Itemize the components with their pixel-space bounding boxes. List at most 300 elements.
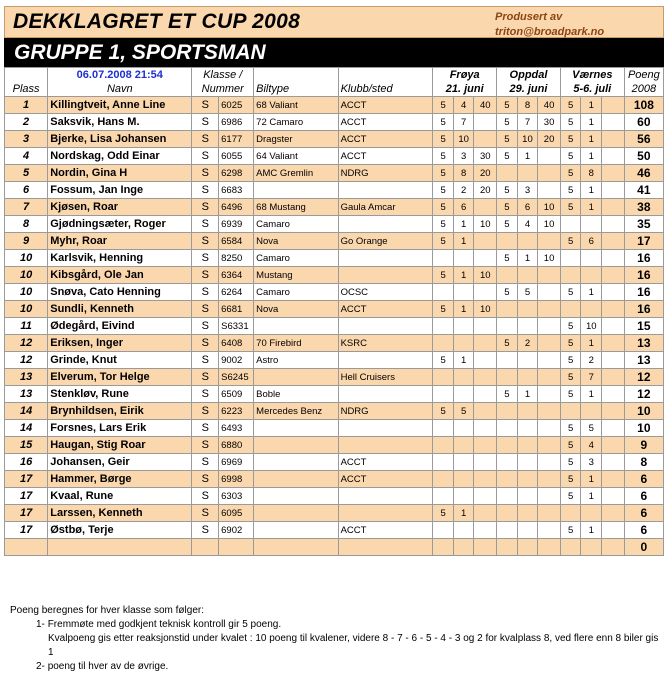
name-cell: Larssen, Kenneth xyxy=(48,505,192,522)
event-points-cell xyxy=(538,267,561,284)
number-cell: 6998 xyxy=(219,471,254,488)
plass-cell: 4 xyxy=(5,148,48,165)
event-points-cell xyxy=(602,199,625,216)
number-cell xyxy=(219,539,254,556)
event-points-cell xyxy=(602,114,625,131)
name-cell: Brynhildsen, Eirik xyxy=(48,403,192,420)
footer-item-2-num: 2- xyxy=(36,661,45,672)
cartype-cell: Mercedes Benz xyxy=(254,403,338,420)
event-points-cell xyxy=(474,284,497,301)
table-row xyxy=(5,148,664,165)
club-cell xyxy=(338,386,433,403)
club-cell: OCSC xyxy=(338,284,433,301)
name-cell: Nordskag, Odd Einar xyxy=(48,148,192,165)
name-cell: Eriksen, Inger xyxy=(48,335,192,352)
event-points-cell: 5 xyxy=(433,165,454,182)
event-points-cell xyxy=(560,301,581,318)
event-points-cell xyxy=(474,505,497,522)
plass-cell: 12 xyxy=(5,335,48,352)
event-points-cell xyxy=(453,522,474,539)
event-points-cell xyxy=(581,267,602,284)
number-cell: 6408 xyxy=(219,335,254,352)
event-points-cell: 7 xyxy=(517,114,538,131)
footer-item-2-text: poeng til hver av de øvrige. xyxy=(47,661,169,672)
number-cell: 6681 xyxy=(219,301,254,318)
club-cell xyxy=(338,437,433,454)
club-cell xyxy=(338,182,433,199)
event-points-cell xyxy=(497,420,518,437)
number-cell: 6095 xyxy=(219,505,254,522)
cartype-cell: AMC Gremlin xyxy=(254,165,338,182)
event-points-cell xyxy=(517,539,538,556)
class-cell: S xyxy=(192,216,219,233)
event-points-cell: 10 xyxy=(474,301,497,318)
event-points-cell xyxy=(602,131,625,148)
club-cell: ACCT xyxy=(338,114,433,131)
event-points-cell xyxy=(453,471,474,488)
club-cell: Go Orange xyxy=(338,233,433,250)
cartype-cell: 68 Valiant xyxy=(254,97,338,114)
event-points-cell: 1 xyxy=(453,267,474,284)
plass-cell: 16 xyxy=(5,454,48,471)
plass-cell: 17 xyxy=(5,471,48,488)
total-points-cell: 17 xyxy=(624,233,663,250)
event-points-cell xyxy=(474,488,497,505)
event-points-cell: 5 xyxy=(433,233,454,250)
plass-cell: 1 xyxy=(5,97,48,114)
event-points-cell: 6 xyxy=(453,199,474,216)
event-points-cell xyxy=(538,233,561,250)
event-points-cell xyxy=(602,369,625,386)
event-points-cell xyxy=(453,488,474,505)
club-cell xyxy=(338,505,433,522)
event-points-cell: 5 xyxy=(433,182,454,199)
class-cell: S xyxy=(192,131,219,148)
plass-cell: 7 xyxy=(5,199,48,216)
event-points-cell xyxy=(602,97,625,114)
footer-item-2 xyxy=(10,660,664,674)
plass-cell: 10 xyxy=(5,284,48,301)
table-row xyxy=(5,165,664,182)
event-points-cell: 5 xyxy=(497,216,518,233)
header-nummer: Nummer xyxy=(192,82,254,97)
total-points-cell: 46 xyxy=(624,165,663,182)
event-points-cell: 1 xyxy=(453,352,474,369)
event-points-cell xyxy=(538,369,561,386)
event-points-cell xyxy=(433,386,454,403)
number-cell: 6509 xyxy=(219,386,254,403)
total-points-cell: 108 xyxy=(624,97,663,114)
event-points-cell xyxy=(497,369,518,386)
event-points-cell xyxy=(602,335,625,352)
name-cell: Østbø, Terje xyxy=(48,522,192,539)
event-points-cell xyxy=(517,233,538,250)
cartype-cell: Camaro xyxy=(254,250,338,267)
event-points-cell xyxy=(453,420,474,437)
event-points-cell: 5 xyxy=(453,403,474,420)
club-cell: NDRG xyxy=(338,165,433,182)
plass-cell: 10 xyxy=(5,301,48,318)
event-points-cell: 2 xyxy=(453,182,474,199)
table-row xyxy=(5,369,664,386)
name-cell: Stenkløv, Rune xyxy=(48,386,192,403)
class-cell: S xyxy=(192,352,219,369)
name-cell: Elverum, Tor Helge xyxy=(48,369,192,386)
club-cell: NDRG xyxy=(338,403,433,420)
cartype-cell: 68 Mustang xyxy=(254,199,338,216)
event-points-cell: 5 xyxy=(560,386,581,403)
club-cell xyxy=(338,250,433,267)
total-points-cell: 10 xyxy=(624,403,663,420)
event-points-cell: 5 xyxy=(497,97,518,114)
class-cell xyxy=(192,539,219,556)
event-points-cell: 1 xyxy=(581,284,602,301)
event-points-cell: 4 xyxy=(517,216,538,233)
name-cell: Grinde, Knut xyxy=(48,352,192,369)
number-cell: 6584 xyxy=(219,233,254,250)
event-points-cell xyxy=(602,352,625,369)
footer-item-1-text: Fremmøte med godkjent teknisk kontroll gir 5 poeng. xyxy=(47,619,282,630)
event-points-cell xyxy=(560,505,581,522)
event-points-cell xyxy=(453,454,474,471)
footer-item-1-detail: Kvalpoeng gis etter reaksjonstid under kvalet : 10 poeng til kvalener, videre 8 - 7 - 6 - 5 - 4 - 3 og 2 for kvalplass 8, ved flere enn 8 biler gis 1 xyxy=(48,633,659,658)
event-points-cell: 20 xyxy=(474,165,497,182)
table-row xyxy=(5,403,664,420)
event-points-cell xyxy=(602,216,625,233)
plass-cell: 14 xyxy=(5,420,48,437)
club-cell: KSRC xyxy=(338,335,433,352)
event-points-cell xyxy=(538,318,561,335)
total-points-cell: 0 xyxy=(624,539,663,556)
table-row xyxy=(5,284,664,301)
number-cell: 6223 xyxy=(219,403,254,420)
name-cell: Kvaal, Rune xyxy=(48,488,192,505)
event-points-cell xyxy=(538,522,561,539)
event-points-cell xyxy=(538,539,561,556)
number-cell: 6986 xyxy=(219,114,254,131)
event-points-cell: 5 xyxy=(560,488,581,505)
cartype-cell: Mustang xyxy=(254,267,338,284)
name-cell: Snøva, Cato Henning xyxy=(48,284,192,301)
event-points-cell xyxy=(602,318,625,335)
cartype-cell: Camaro xyxy=(254,216,338,233)
club-cell: ACCT xyxy=(338,131,433,148)
header-navn: Navn xyxy=(48,82,192,97)
event-points-cell xyxy=(433,420,454,437)
event-points-cell: 20 xyxy=(474,182,497,199)
event-points-cell xyxy=(602,471,625,488)
event-points-cell: 7 xyxy=(581,369,602,386)
event-points-cell: 2 xyxy=(517,335,538,352)
total-points-cell: 15 xyxy=(624,318,663,335)
event-points-cell xyxy=(581,539,602,556)
event-points-cell xyxy=(433,522,454,539)
event-points-cell: 1 xyxy=(581,522,602,539)
event-points-cell xyxy=(538,488,561,505)
event-points-cell: 8 xyxy=(517,97,538,114)
event-points-cell: 2 xyxy=(581,352,602,369)
event-points-cell: 4 xyxy=(453,97,474,114)
event-points-cell xyxy=(474,403,497,420)
class-cell: S xyxy=(192,233,219,250)
event-points-cell xyxy=(602,454,625,471)
table-row xyxy=(5,352,664,369)
event-points-cell: 5 xyxy=(497,250,518,267)
club-cell xyxy=(338,420,433,437)
event-points-cell: 6 xyxy=(581,233,602,250)
table-row xyxy=(5,386,664,403)
table-row xyxy=(5,335,664,352)
club-cell: ACCT xyxy=(338,97,433,114)
name-cell: Karlsvik, Henning xyxy=(48,250,192,267)
table-row xyxy=(5,420,664,437)
number-cell: 6880 xyxy=(219,437,254,454)
plass-cell: 9 xyxy=(5,233,48,250)
class-cell: S xyxy=(192,114,219,131)
event-points-cell: 1 xyxy=(453,505,474,522)
cartype-cell: Astro xyxy=(254,352,338,369)
event-points-cell: 1 xyxy=(581,114,602,131)
event-points-cell xyxy=(560,539,581,556)
event-points-cell xyxy=(433,335,454,352)
event-points-cell xyxy=(453,539,474,556)
event-points-cell xyxy=(538,182,561,199)
event-points-cell: 1 xyxy=(453,216,474,233)
event-points-cell: 5 xyxy=(433,114,454,131)
event-points-cell xyxy=(433,539,454,556)
table-row xyxy=(5,522,664,539)
event-points-cell: 5 xyxy=(560,335,581,352)
club-cell: ACCT xyxy=(338,522,433,539)
footer-item-1-num: 1- xyxy=(36,619,45,630)
event-points-cell xyxy=(517,403,538,420)
event-points-cell xyxy=(538,420,561,437)
event-points-cell xyxy=(538,301,561,318)
class-cell: S xyxy=(192,437,219,454)
class-cell: S xyxy=(192,182,219,199)
event-points-cell: 3 xyxy=(581,454,602,471)
event-points-cell: 5 xyxy=(560,199,581,216)
event-points-cell xyxy=(497,505,518,522)
class-cell: S xyxy=(192,335,219,352)
event-points-cell: 5 xyxy=(433,403,454,420)
event-points-cell: 5 xyxy=(560,471,581,488)
event-points-cell xyxy=(474,369,497,386)
cartype-cell: 70 Firebird xyxy=(254,335,338,352)
event-points-cell xyxy=(474,437,497,454)
event-points-cell: 5 xyxy=(560,182,581,199)
event-points-cell xyxy=(497,437,518,454)
plass-cell: 13 xyxy=(5,369,48,386)
event-points-cell xyxy=(517,437,538,454)
table-row xyxy=(5,318,664,335)
plass-cell: 14 xyxy=(5,403,48,420)
cartype-cell xyxy=(254,369,338,386)
event-points-cell xyxy=(538,386,561,403)
event-points-cell xyxy=(517,301,538,318)
event-points-cell xyxy=(433,437,454,454)
event-points-cell xyxy=(538,165,561,182)
cartype-cell xyxy=(254,420,338,437)
name-cell: Gjødningsæter, Roger xyxy=(48,216,192,233)
class-cell: S xyxy=(192,267,219,284)
event-points-cell xyxy=(602,488,625,505)
event-points-cell xyxy=(602,284,625,301)
event-points-cell: 10 xyxy=(517,131,538,148)
event-points-cell xyxy=(497,165,518,182)
club-cell: Hell Cruisers xyxy=(338,369,433,386)
event-points-cell: 10 xyxy=(474,267,497,284)
club-cell xyxy=(338,318,433,335)
club-cell xyxy=(338,539,433,556)
event-points-cell: 5 xyxy=(433,97,454,114)
plass-cell: 10 xyxy=(5,250,48,267)
plass-cell: 2 xyxy=(5,114,48,131)
event-points-cell: 1 xyxy=(581,131,602,148)
footer-item-1 xyxy=(10,618,664,632)
event-points-cell xyxy=(497,454,518,471)
cartype-cell xyxy=(254,437,338,454)
event-points-cell xyxy=(497,352,518,369)
table-row xyxy=(5,233,664,250)
table-row xyxy=(5,199,664,216)
event-points-cell: 3 xyxy=(453,148,474,165)
event-points-cell: 5 xyxy=(560,437,581,454)
event-points-cell xyxy=(474,335,497,352)
total-points-cell: 13 xyxy=(624,335,663,352)
number-cell: 6298 xyxy=(219,165,254,182)
name-cell: Nordin, Gina H xyxy=(48,165,192,182)
class-cell: S xyxy=(192,420,219,437)
table-row xyxy=(5,505,664,522)
event-points-cell xyxy=(497,267,518,284)
event-points-cell xyxy=(433,284,454,301)
event-points-cell: 1 xyxy=(581,386,602,403)
club-cell: Gaula Amcar xyxy=(338,199,433,216)
plass-cell: 17 xyxy=(5,488,48,505)
event-points-cell xyxy=(517,471,538,488)
event-points-cell: 5 xyxy=(497,284,518,301)
total-points-cell: 16 xyxy=(624,301,663,318)
event-points-cell: 5 xyxy=(560,233,581,250)
event-points-cell: 7 xyxy=(453,114,474,131)
footer-intro: Poeng beregnes for hver klasse som følger: xyxy=(10,605,204,616)
event-points-cell xyxy=(497,522,518,539)
event-points-cell: 5 xyxy=(433,352,454,369)
event-points-cell: 5 xyxy=(497,148,518,165)
event-points-cell xyxy=(602,522,625,539)
total-points-cell: 38 xyxy=(624,199,663,216)
event-points-cell xyxy=(538,335,561,352)
event-points-cell: 5 xyxy=(433,301,454,318)
event-points-cell xyxy=(474,420,497,437)
event-points-cell xyxy=(474,539,497,556)
event-points-cell xyxy=(474,199,497,216)
event-points-cell xyxy=(517,318,538,335)
cartype-cell: Boble xyxy=(254,386,338,403)
header-biltype: Biltype xyxy=(254,82,338,97)
event-points-cell xyxy=(497,539,518,556)
header-klasse: Klasse / xyxy=(192,68,254,83)
event-points-cell: 30 xyxy=(538,114,561,131)
header-klubb: Klubb/sted xyxy=(338,82,433,97)
total-points-cell: 16 xyxy=(624,267,663,284)
name-cell: Bjerke, Lisa Johansen xyxy=(48,131,192,148)
event-points-cell xyxy=(538,148,561,165)
class-cell: S xyxy=(192,403,219,420)
event-points-cell xyxy=(602,539,625,556)
header-event-2-date: 29. juni xyxy=(497,82,561,97)
cartype-cell xyxy=(254,182,338,199)
class-cell: S xyxy=(192,454,219,471)
event-points-cell xyxy=(433,454,454,471)
event-points-cell: 5 xyxy=(560,369,581,386)
event-points-cell: 3 xyxy=(517,182,538,199)
event-points-cell xyxy=(581,301,602,318)
event-points-cell: 1 xyxy=(581,335,602,352)
table-row xyxy=(5,488,664,505)
producer-credit xyxy=(495,10,604,40)
event-points-cell xyxy=(538,505,561,522)
total-points-cell: 6 xyxy=(624,522,663,539)
total-points-cell: 6 xyxy=(624,505,663,522)
event-points-cell: 5 xyxy=(560,454,581,471)
plass-cell: 17 xyxy=(5,505,48,522)
event-points-cell xyxy=(517,420,538,437)
event-points-cell: 10 xyxy=(581,318,602,335)
event-points-cell: 5 xyxy=(560,97,581,114)
number-cell: 9002 xyxy=(219,352,254,369)
event-points-cell xyxy=(581,216,602,233)
event-points-cell: 1 xyxy=(517,148,538,165)
header-poeng: Poeng xyxy=(624,68,663,83)
name-cell: Hammer, Børge xyxy=(48,471,192,488)
event-points-cell xyxy=(517,454,538,471)
event-points-cell: 40 xyxy=(538,97,561,114)
event-points-cell xyxy=(602,148,625,165)
total-points-cell: 41 xyxy=(624,182,663,199)
cartype-cell: Nova xyxy=(254,233,338,250)
event-points-cell xyxy=(602,420,625,437)
name-cell: Saksvik, Hans M. xyxy=(48,114,192,131)
number-cell: 6939 xyxy=(219,216,254,233)
event-points-cell: 1 xyxy=(453,233,474,250)
cartype-cell: 72 Camaro xyxy=(254,114,338,131)
number-cell: S6245 xyxy=(219,369,254,386)
event-points-cell xyxy=(497,318,518,335)
total-points-cell: 10 xyxy=(624,420,663,437)
event-points-cell xyxy=(517,522,538,539)
event-points-cell xyxy=(474,352,497,369)
class-cell: S xyxy=(192,250,219,267)
club-cell: ACCT xyxy=(338,301,433,318)
event-points-cell: 5 xyxy=(560,165,581,182)
event-points-cell: 5 xyxy=(433,267,454,284)
event-points-cell xyxy=(453,284,474,301)
name-cell: Haugan, Stig Roar xyxy=(48,437,192,454)
table-row xyxy=(5,114,664,131)
event-points-cell xyxy=(581,403,602,420)
event-points-cell: 5 xyxy=(560,318,581,335)
standings-table xyxy=(4,67,664,556)
class-cell: S xyxy=(192,369,219,386)
producer-email: triton@broadpark.no xyxy=(495,26,605,38)
event-points-cell: 30 xyxy=(474,148,497,165)
event-points-cell xyxy=(602,403,625,420)
number-cell: 8250 xyxy=(219,250,254,267)
event-points-cell xyxy=(560,216,581,233)
event-points-cell xyxy=(560,267,581,284)
